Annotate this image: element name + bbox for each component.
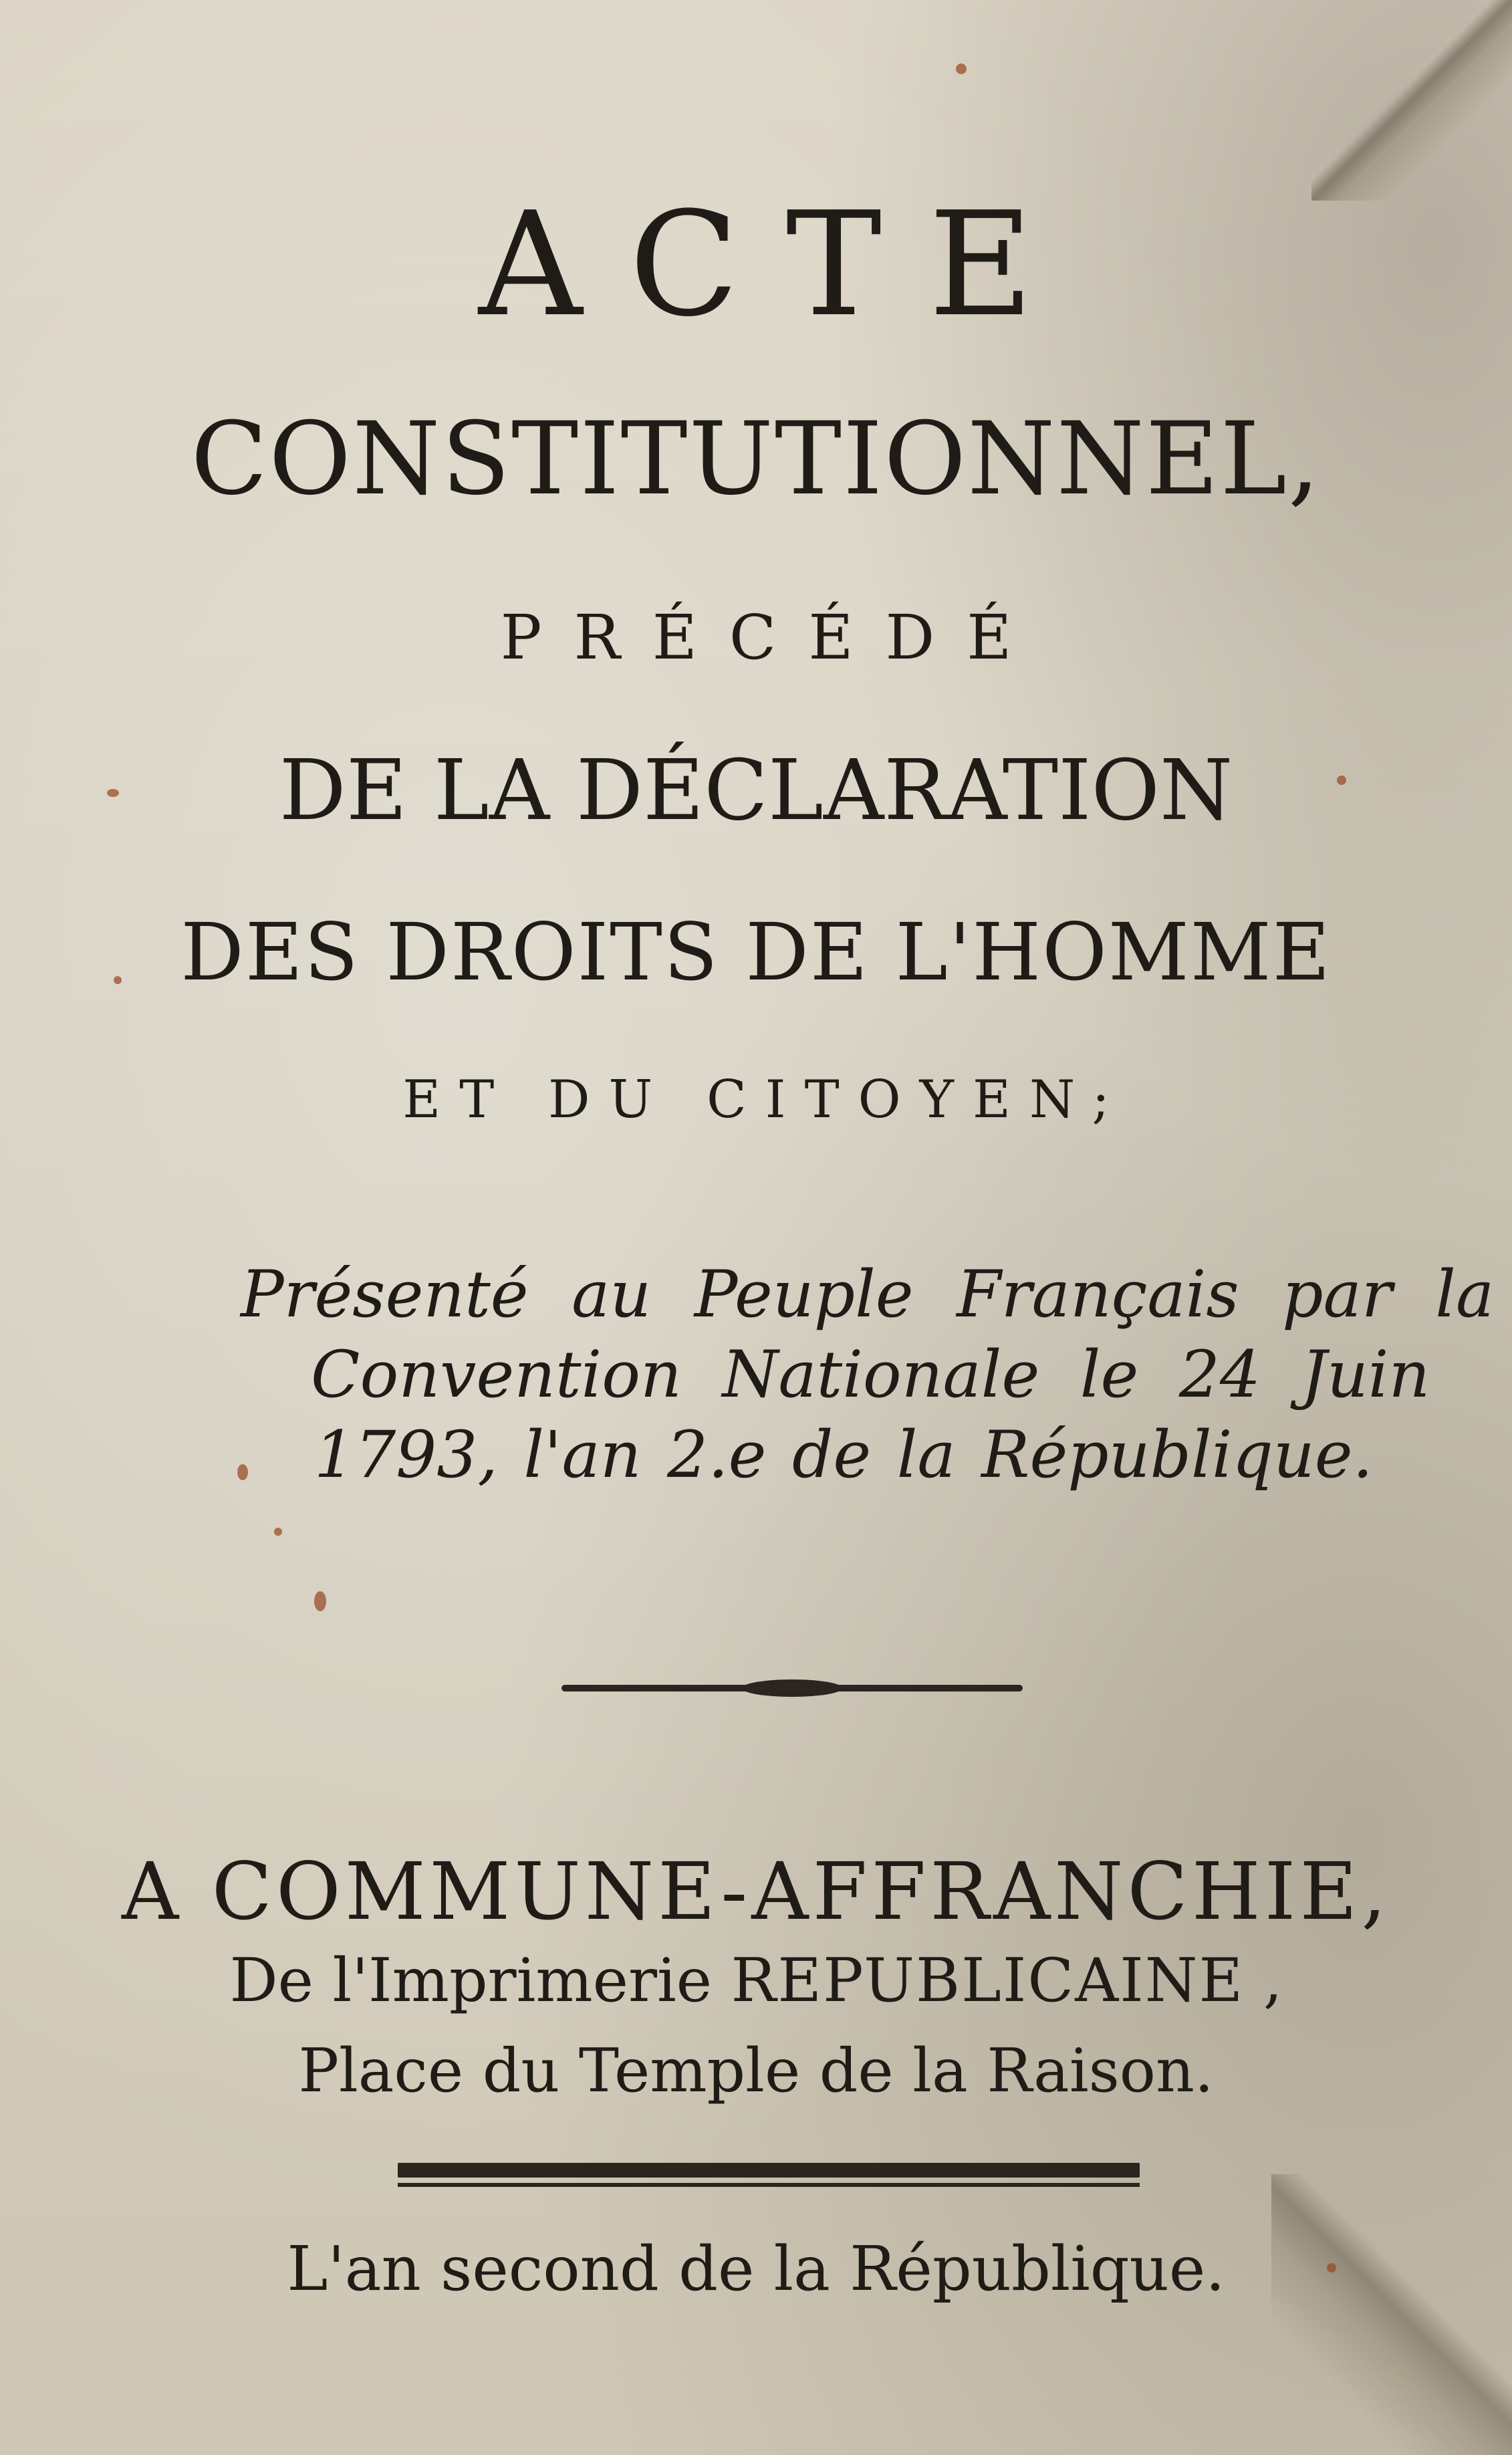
presentation-line-2: Convention Nationale le 24 Juin — [311, 1337, 1430, 1412]
folded-corner-top — [1311, 0, 1512, 201]
title-acte: ACTE — [478, 181, 1081, 348]
subtitle-droits: DES DROITS DE L'HOMME — [180, 906, 1332, 998]
foxing-stain — [237, 1464, 248, 1480]
imprint-printer — [0, 1946, 1512, 2016]
imprint-place: A COMMUNE-AFFRANCHIE, — [121, 1845, 1391, 1938]
imprint-address: Place du Temple de la Raison. — [298, 2036, 1214, 2106]
imprint-printer-prefix: De l'Imprimerie — [229, 1946, 731, 2016]
folded-corner-bottom — [1271, 2174, 1512, 2455]
double-rule — [398, 2163, 1140, 2188]
ornamental-rule — [561, 1685, 1023, 1691]
subtitle-precede: PRÉCÉDÉ — [500, 602, 1044, 673]
subtitle-declaration: DE LA DÉCLARATION — [279, 742, 1233, 839]
ornament-knot — [742, 1679, 842, 1697]
publication-date: L'an second de la République. — [287, 2233, 1225, 2305]
double-rule-thick — [398, 2163, 1140, 2178]
foxing-stain — [274, 1528, 282, 1536]
imprint-printer-name: REPUBLICAINE — [731, 1946, 1245, 2016]
imprint-printer-suffix: , — [1244, 1946, 1283, 2016]
presentation-line-3: 1793, l'an 2.e de la République. — [314, 1417, 1374, 1492]
foxing-stain — [956, 64, 967, 74]
double-rule-thin — [398, 2183, 1140, 2187]
foxing-stain — [314, 1591, 326, 1611]
title-constitutionnel: CONSTITUTIONNEL, — [191, 401, 1321, 517]
presentation-line-1: Présenté au Peuple Français par la — [241, 1257, 1495, 1332]
subtitle-citoyen: ET DU CITOYEN; — [402, 1070, 1128, 1130]
